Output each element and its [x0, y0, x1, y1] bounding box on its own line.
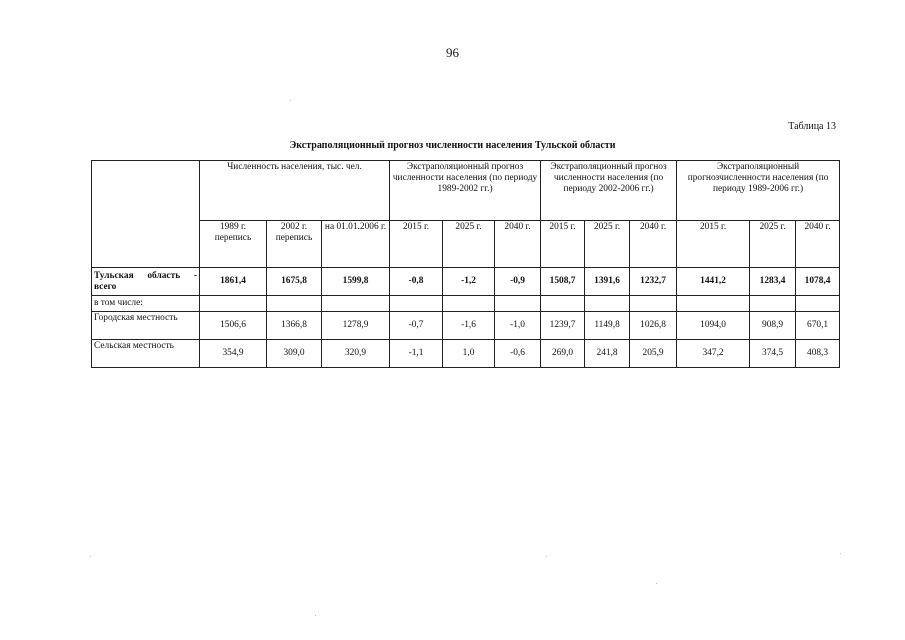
table-cell: 1366,8: [267, 312, 322, 340]
header-sub: 2015 г.: [541, 221, 585, 268]
header-sub: на 01.01.2006 г.: [322, 221, 390, 268]
table-cell: -1,1: [390, 340, 443, 368]
table-cell: 205,9: [630, 340, 677, 368]
table-cell: [200, 296, 267, 312]
header-row-subcolumns: [92, 221, 840, 268]
table-cell: [677, 296, 750, 312]
table-cell: 1391,6: [585, 268, 630, 296]
table-cell: -0,6: [495, 340, 541, 368]
table-cell: -1,0: [495, 312, 541, 340]
table-cell: 1026,8: [630, 312, 677, 340]
page-number: 96: [446, 45, 459, 60]
table-cell: -0,7: [390, 312, 443, 340]
table-cell: 1675,8: [267, 268, 322, 296]
header-sub: 2025 г.: [443, 221, 495, 268]
table-cell: 1239,7: [541, 312, 585, 340]
table-cell: 347,2: [677, 340, 750, 368]
table-cell: 374,5: [750, 340, 796, 368]
header-sub: 2015 г.: [390, 221, 443, 268]
table-row-total: [92, 268, 840, 296]
table-cell: 1094,0: [677, 312, 750, 340]
table-cell: 354,9: [200, 340, 267, 368]
table-cell: 408,3: [796, 340, 840, 368]
header-sub: 2040 г.: [495, 221, 541, 268]
table-cell: 1441,2: [677, 268, 750, 296]
table-cell: -0,8: [390, 268, 443, 296]
header-forecast-1989-2006: Экстраполяционный прогнозчисленности населения (по периоду 1989-2006 гг.): [677, 161, 840, 221]
header-sub: 2040 г.: [796, 221, 840, 268]
header-sub: 1989 г. перепись: [200, 221, 267, 268]
table-cell: 1599,8: [322, 268, 390, 296]
header-sub: 2025 г.: [750, 221, 796, 268]
table-cell: 1283,4: [750, 268, 796, 296]
table-cell: [541, 296, 585, 312]
table-cell: -1,6: [443, 312, 495, 340]
table-cell: [322, 296, 390, 312]
table-cell: 1506,6: [200, 312, 267, 340]
table-cell: 1508,7: [541, 268, 585, 296]
table-cell: 320,9: [322, 340, 390, 368]
header-sub: 2015 г.: [677, 221, 750, 268]
header-sub: 2025 г.: [585, 221, 630, 268]
table-cell: [630, 296, 677, 312]
row-label: Городская местность: [92, 312, 200, 340]
scan-speck: [315, 615, 316, 616]
header-sub: 2002 г. перепись: [267, 221, 322, 268]
table-cell: [796, 296, 840, 312]
header-row-groups: [92, 161, 840, 221]
table-cell: 1232,7: [630, 268, 677, 296]
table-label: Таблица 13: [788, 121, 836, 132]
table-cell: [585, 296, 630, 312]
row-label: в том числе:: [92, 296, 200, 312]
header-forecast-1989-2002: Экстраполяционный прогноз численности населения (по периоду 1989-2002 гг.): [390, 161, 541, 221]
table-cell: 269,0: [541, 340, 585, 368]
scan-speck: [656, 583, 657, 584]
table-cell: 241,8: [585, 340, 630, 368]
table-cell: [390, 296, 443, 312]
table-title: Экстраполяционный прогноз численности населения Тульской области: [289, 140, 616, 151]
table-cell: 908,9: [750, 312, 796, 340]
table-cell: 1078,4: [796, 268, 840, 296]
table-cell: [750, 296, 796, 312]
header-forecast-2002-2006: Экстраполяционный прогноз численности населения (по периоду 2002-2006 гг.): [541, 161, 677, 221]
table-cell: 1278,9: [322, 312, 390, 340]
scan-speck: [290, 100, 291, 101]
table-cell: 1861,4: [200, 268, 267, 296]
table-cell: -1,2: [443, 268, 495, 296]
scan-speck: [840, 553, 841, 554]
table-cell: 670,1: [796, 312, 840, 340]
header-corner-cell: [92, 161, 200, 268]
header-sub: 2040 г.: [630, 221, 677, 268]
table-cell: 1149,8: [585, 312, 630, 340]
table-cell: [267, 296, 322, 312]
scan-speck: [90, 556, 91, 557]
forecast-table: [91, 160, 840, 368]
row-label: Тульская область - всего: [92, 268, 200, 296]
table-cell: 1,0: [443, 340, 495, 368]
scan-speck: [546, 556, 547, 557]
table-row-subheading: [92, 296, 840, 312]
table-cell: -0,9: [495, 268, 541, 296]
header-population: Численность населения, тыс. чел.: [200, 161, 390, 221]
row-label: Сельская местность: [92, 340, 200, 368]
table-cell: 309,0: [267, 340, 322, 368]
table-cell: [495, 296, 541, 312]
table-cell: [443, 296, 495, 312]
table-row-urban: [92, 312, 840, 340]
table-row-rural: [92, 340, 840, 368]
